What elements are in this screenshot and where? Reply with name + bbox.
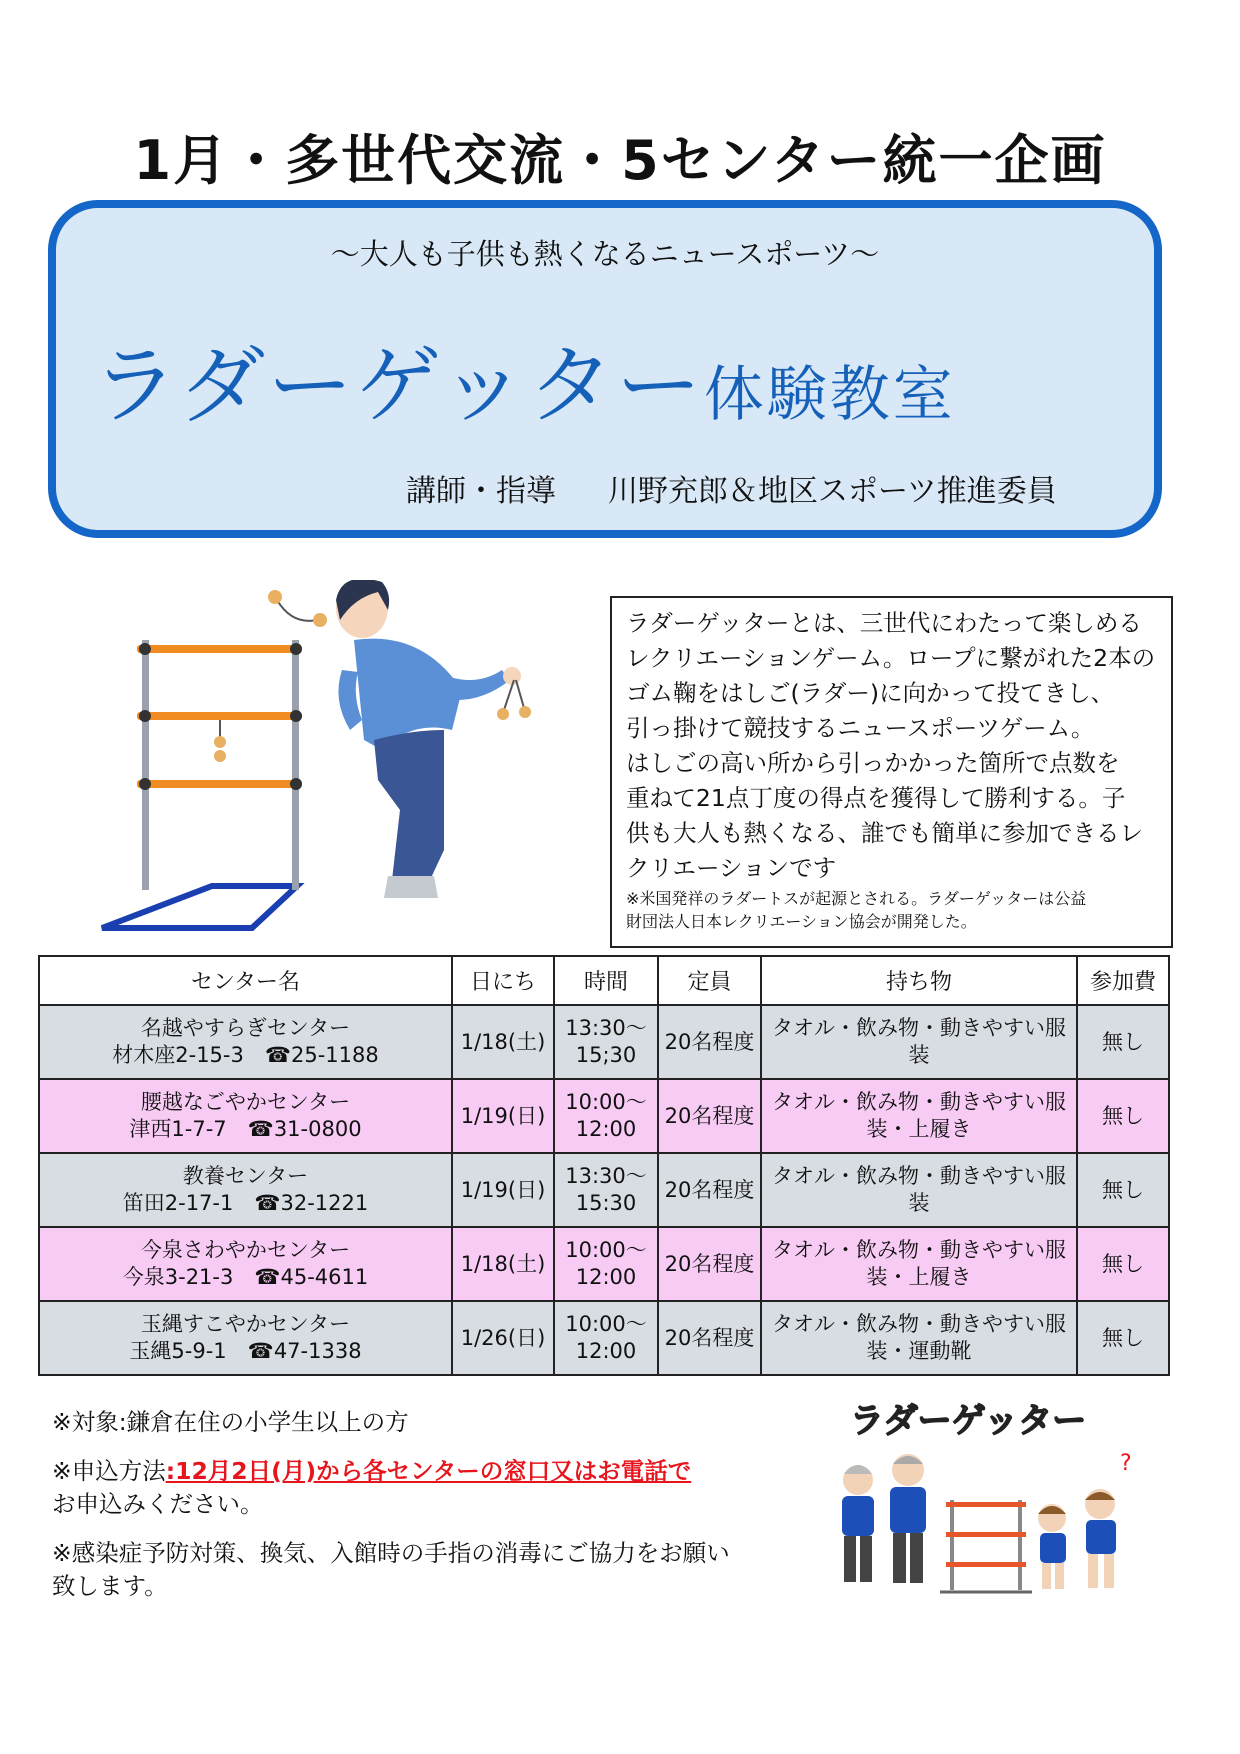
description-text — [626, 606, 1157, 886]
time-cell: 10:00～ 12:00 — [554, 1079, 658, 1153]
center-address: 玉縄5-9-1 ☎47-1338 — [129, 1339, 362, 1363]
time-cell: 10:00～ 12:00 — [554, 1301, 658, 1375]
items-cell: タオル・飲み物・動きやすい服 装 — [761, 1005, 1077, 1079]
table-row — [39, 1301, 1169, 1375]
description-line: 引っ掛けて競技するニュースポーツゲーム。 — [626, 714, 1095, 742]
capacity-cell: 20名程度 — [658, 1005, 761, 1079]
table-header-row — [39, 956, 1169, 1005]
center-cell — [39, 1005, 452, 1079]
header-capacity: 定員 — [658, 956, 761, 1005]
instructor-names: 川野充郎＆地区スポーツ推進委員 — [608, 474, 1057, 509]
description-line: クリエーションです — [626, 854, 837, 882]
description-line: はしごの高い所から引っかかった箇所で点数を — [626, 749, 1120, 777]
infection-note: ※感染症予防対策、換気、入館時の手指の消毒にご協力をお願い 致します。 — [52, 1539, 730, 1600]
center-name: 玉縄すこやかセンター — [140, 1312, 351, 1336]
target-note: ※対象:鎌倉在住の小学生以上の方 — [52, 1408, 409, 1436]
time-cell: 13:30～ 15;30 — [554, 1005, 658, 1079]
question-mark-icon: ? — [1120, 1451, 1132, 1476]
ladder-pole-left — [142, 640, 149, 890]
group-play-illustration — [820, 1394, 1160, 1612]
ladder-pole-right — [292, 640, 299, 890]
banner-main-title — [92, 316, 956, 440]
date-cell: 1/18(土) — [452, 1227, 554, 1301]
items-cell: タオル・飲み物・動きやすい服装 — [761, 1153, 1077, 1227]
items-cell: タオル・飲み物・動きやすい服 装・上履き — [761, 1227, 1077, 1301]
ladder-base — [102, 886, 297, 928]
center-name: 腰越なごやかセンター — [140, 1090, 351, 1114]
flying-ball-icon — [268, 590, 282, 604]
description-box — [610, 596, 1173, 948]
fee-cell: 無し — [1077, 1153, 1169, 1227]
items-cell: タオル・飲み物・動きやすい服 装・上履き — [761, 1079, 1077, 1153]
table-row — [39, 1153, 1169, 1227]
table-row — [39, 1079, 1169, 1153]
logo-text: ラダーゲッター — [850, 1402, 1087, 1440]
date-cell: 1/18(土) — [452, 1005, 554, 1079]
origin-note — [626, 887, 1157, 933]
capacity-cell: 20名程度 — [658, 1227, 761, 1301]
fee-cell: 無し — [1077, 1301, 1169, 1375]
ladder-player-illustration — [92, 580, 562, 950]
ladder-rung-bottom — [137, 780, 302, 788]
center-address: 津西1-7-7 ☎31-0800 — [129, 1117, 362, 1141]
center-address: 材木座2-15-3 ☎25-1188 — [112, 1043, 379, 1067]
center-cell — [39, 1153, 452, 1227]
banner-subtitle: ～大人も子供も熱くなるニュースポーツ～ — [330, 237, 880, 271]
date-cell: 1/19(日) — [452, 1079, 554, 1153]
center-cell — [39, 1079, 452, 1153]
notes-section — [52, 1406, 782, 1619]
fee-cell: 無し — [1077, 1227, 1169, 1301]
time-cell: 13:30～ 15:30 — [554, 1153, 658, 1227]
description-line: ラダーゲッターとは、三世代にわたって楽しめる — [626, 609, 1142, 637]
ladder-rung-top — [137, 645, 302, 653]
header-center-name: センター名 — [39, 956, 452, 1005]
center-name: 今泉さわやかセンター — [140, 1238, 351, 1262]
date-cell: 1/19(日) — [452, 1153, 554, 1227]
description-line: ゴム鞠をはしご(ラダー)に向かって投てきし、 — [626, 679, 1115, 707]
apply-note: ※申込方法:12月2日(月)から各センターの窓口又はお電話で お申込みください。 — [52, 1457, 692, 1518]
note-line: 財団法人日本レクリエーション協会が開発した。 — [626, 912, 977, 931]
capacity-cell: 20名程度 — [658, 1153, 761, 1227]
center-name: 教養センター — [182, 1164, 309, 1188]
description-line: レクリエーションゲーム。ロープに繋がれた2本の — [626, 644, 1156, 672]
fee-cell: 無し — [1077, 1005, 1169, 1079]
table-row — [39, 1005, 1169, 1079]
capacity-cell: 20名程度 — [658, 1079, 761, 1153]
event-banner — [48, 200, 1162, 538]
items-cell: タオル・飲み物・動きやすい服 装・運動靴 — [761, 1301, 1077, 1375]
header-fee: 参加費 — [1077, 956, 1169, 1005]
page-title: 1月・多世代交流・5センター統一企画 — [133, 129, 1107, 192]
center-address: 笛田2-17-1 ☎32-1221 — [122, 1191, 369, 1215]
apply-highlight: :12月2日(月)から各センターの窓口又はお電話で — [165, 1457, 692, 1485]
date-cell: 1/26(日) — [452, 1301, 554, 1375]
description-line: 供も大人も熱くなる、誰でも簡単に参加できるレ — [626, 819, 1143, 847]
time-cell: 10:00～ 12:00 — [554, 1227, 658, 1301]
capacity-cell: 20名程度 — [658, 1301, 761, 1375]
center-cell — [39, 1227, 452, 1301]
instructor-line — [406, 466, 1057, 510]
player-pants — [374, 730, 444, 880]
center-name: 名越やすらぎセンター — [140, 1016, 351, 1040]
header-items: 持ち物 — [761, 956, 1077, 1005]
fee-cell: 無し — [1077, 1079, 1169, 1153]
table-row — [39, 1227, 1169, 1301]
instructor-label: 講師・指導 — [406, 474, 556, 509]
header-date: 日にち — [452, 956, 554, 1005]
header-time: 時間 — [554, 956, 658, 1005]
main-title-suffix: 体験教室 — [703, 360, 956, 430]
schedule-table — [38, 955, 1170, 1376]
note-line: ※米国発祥のラダートスが起源とされる。ラダーゲッターは公益 — [626, 889, 1087, 908]
center-address: 今泉3-21-3 ☎45-4611 — [122, 1265, 369, 1289]
main-title-text: ラダーゲッター — [92, 336, 704, 436]
description-line: 重ねて21点丁度の得点を獲得して勝利する。子 — [626, 784, 1126, 812]
ladder-rung-middle — [137, 712, 302, 720]
center-cell — [39, 1301, 452, 1375]
